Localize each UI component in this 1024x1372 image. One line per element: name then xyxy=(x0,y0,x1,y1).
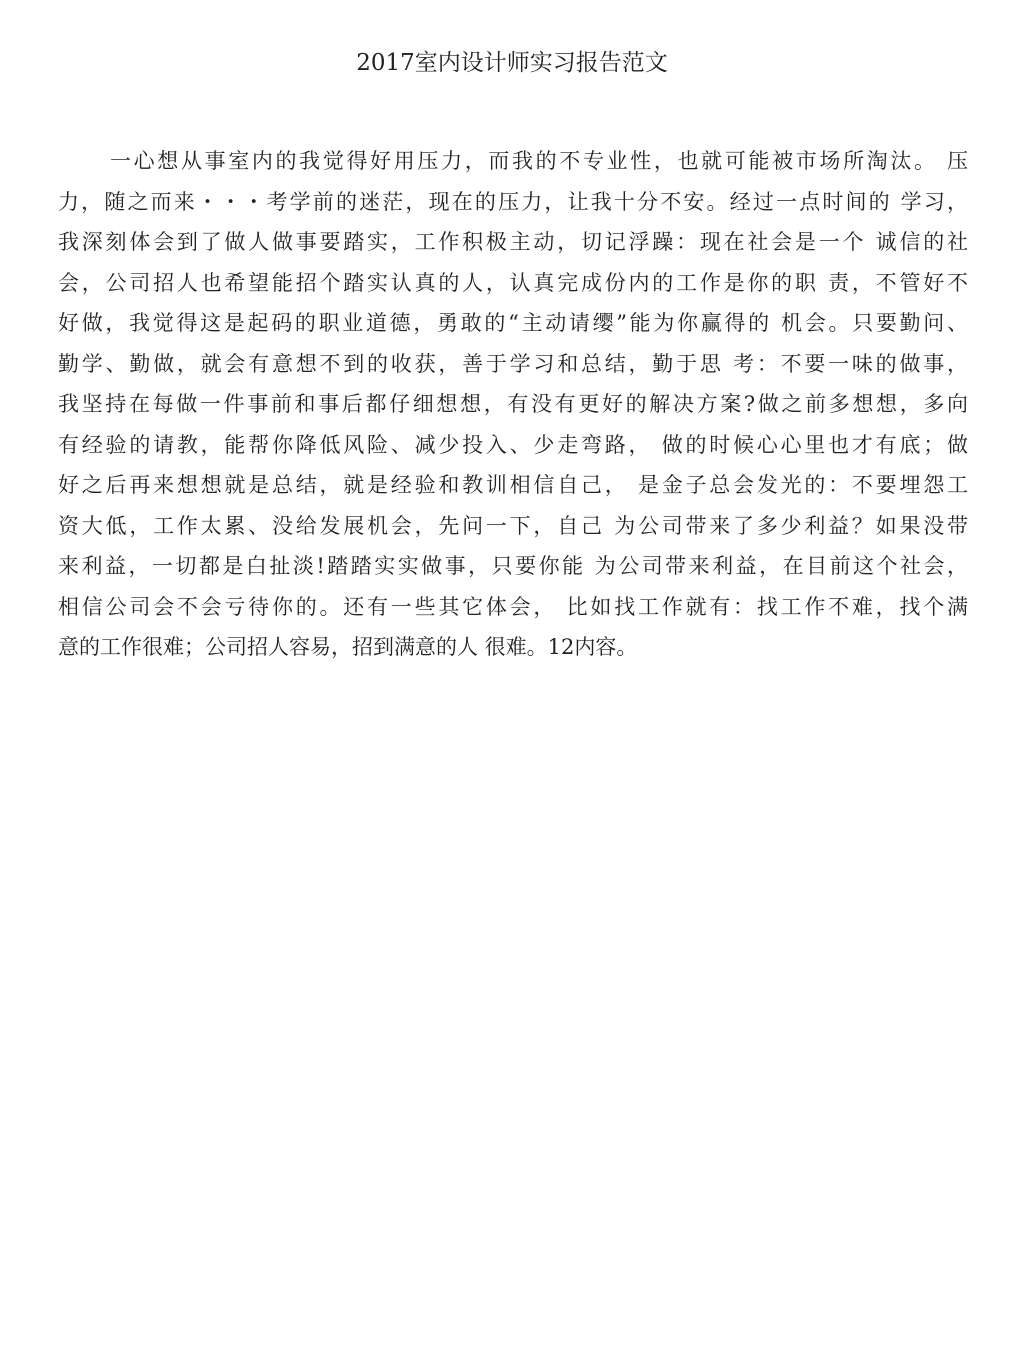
paragraph-line: 一心想从事室内的我觉得好用压力，而我的不专业性，也就可能被市场所淘汰。 压 xyxy=(110,149,968,173)
paragraph-line: 会，公司招人也希望能招个踏实认真的人，认真完成份内的工作是你的职 责，不管好不 xyxy=(58,270,968,295)
paragraph-line: 勤学、勤做，就会有意想不到的收获，善于学习和总结，勤于思 考：不要一味的做事， xyxy=(58,351,968,376)
paragraph-line: 有经验的请教，能帮你降低风险、减少投入、少走弯路， 做的时候心心里也才有底；做 xyxy=(58,432,968,457)
paragraph-line: 资大低，工作太累、没给发展机会，先问一下，自己 为公司带来了多少利益？如果没带 xyxy=(58,513,968,538)
body-paragraph xyxy=(58,141,968,668)
paragraph-line: 相信公司会不会亏待你的。还有一些其它体会， 比如找工作就有：找工作不难，找个满 xyxy=(58,594,968,619)
paragraph-line: 来利益，一切都是白扯淡!踏踏实实做事，只要你能 为公司带来利益，在目前这个社会， xyxy=(58,554,968,578)
paragraph-line: 好做，我觉得这是起码的职业道德，勇敢的“主动请缨”能为你赢得的 机会。只要勤问、 xyxy=(58,311,968,335)
paragraph-line: 我坚持在每做一件事前和事后都仔细想想，有没有更好的解决方案?做之前多想想，多向 xyxy=(58,392,968,416)
paragraph-line: 力，随之而来・・・考学前的迷茫，现在的压力，让我十分不安。经过一点时间的 学习， xyxy=(58,189,968,214)
paragraph-line: 我深刻体会到了做人做事要踏实，工作积极主动，切记浮躁：现在社会是一个 诚信的社 xyxy=(58,230,968,254)
paragraph-line: 好之后再来想想就是总结，就是经验和教训相信自己， 是金子总会发光的：不要埋怨工 xyxy=(58,473,968,497)
paragraph-line: 意的工作很难；公司招人容易，招到满意的人 很难。12内容。 xyxy=(58,635,638,659)
document-title: 2017室内设计师实习报告范文 xyxy=(356,50,668,76)
